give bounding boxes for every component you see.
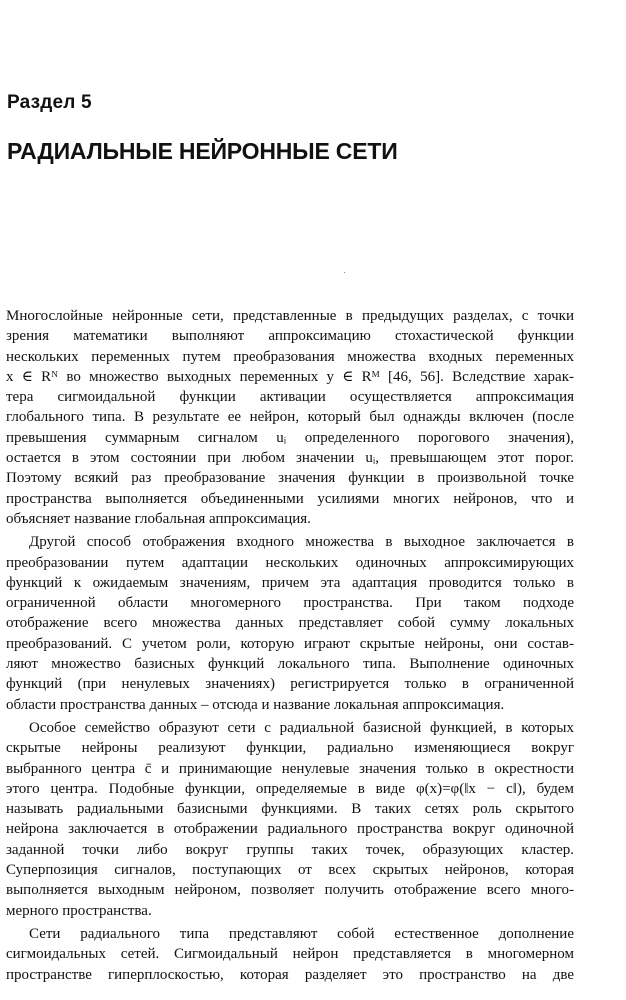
paragraph-line: преобразовании путем адаптации нескольких одиночных аппроксимирующих <box>6 554 574 571</box>
paragraph-line: мерного пространства. <box>6 902 152 919</box>
paragraph-line: Поэтому всякий раз преобразование значения функции в произвольной точке <box>6 470 574 487</box>
paragraph-line: выбранного центра c̄ и принимающие ненулевые значения только в окрестности <box>6 760 574 777</box>
paragraph-line: называть радиальными базисными функциями. В таких сетях роль скрытого <box>6 801 574 818</box>
paragraph-line: Особое семейство образуют сети с радиальной базисной функцией, в которых <box>29 719 574 736</box>
paragraph-line: преобразований. С учетом роли, которую играют скрытые нейроны, они состав- <box>6 635 574 652</box>
paragraph-line: отображение всего множества данных представляет собой сумму локальных <box>6 615 574 632</box>
paragraph-line: скрытые нейроны реализуют функции, радиально изменяющиеся вокруг <box>6 740 574 757</box>
paragraph-1 <box>6 306 574 529</box>
paragraph-line: пространстве гиперплоскостью, которая разделяет это пространство на две <box>6 966 574 983</box>
paragraph-line: x ∈ Rᴺ во множество выходных переменных y ∈ Rᴹ [46, 56]. Вследствие харак- <box>6 368 574 385</box>
paragraph-line: сигмоидальных сетей. Сигмоидальный нейрон представляется в многомерном <box>6 946 574 963</box>
paragraph-line: функций (при ненулевых значениях) регистрируется только в ограниченной <box>6 676 574 693</box>
paragraph-4 <box>6 924 574 985</box>
paragraph-line: заданной точки либо вокруг группы таких точек, образующих кластер. <box>6 841 574 858</box>
paragraph-line: глобального типа. В результате ее нейрон, который был однажды включен (после <box>6 409 574 426</box>
paragraph-line: тера сигмоидальной функции активации осуществляется аппроксимация <box>6 389 574 406</box>
paragraph-line: Другой способ отображения входного множества в выходное заключается в <box>29 534 574 551</box>
paragraph-line: ляют множество базисных функций локального типа. Выполнение одиночных <box>6 656 574 673</box>
paragraph-line: Сети радиального типа представляют собой естественное дополнение <box>29 925 574 942</box>
chapter-title: РАДИАЛЬНЫЕ НЕЙРОННЫЕ СЕТИ <box>7 138 398 164</box>
speck <box>344 272 345 273</box>
paragraph-2 <box>6 532 574 715</box>
paragraph-line: пространства выполняется объединенными усилиями многих нейронов, что и <box>6 490 574 507</box>
paragraph-line: ограниченной области многомерного пространства. При таком подходе <box>6 595 574 612</box>
paragraph-3 <box>6 718 574 921</box>
paragraph-line: выполняется выходным нейроном, позволяет получить отображение всего много- <box>6 882 574 899</box>
paragraph-line: этого центра. Подобные функции, определяемые в виде φ(x)=φ(‖x − c‖), будем <box>6 780 574 797</box>
paragraph-line: Многослойные нейронные сети, представленные в предыдущих разделах, с точки <box>6 308 574 324</box>
paragraph-line: нейрона заключается в отображении радиального пространства вокруг одиночной <box>6 821 574 838</box>
paragraph-line: функций к ожидаемым значениям, причем эта адаптация проводится только в <box>6 574 574 591</box>
body-text <box>6 306 574 988</box>
paragraph-line: остается в этом состоянии при любом значении uᵢ, превышающем этот порог. <box>6 450 574 467</box>
paragraph-line: зрения математики выполняют аппроксимацию стохастической функции <box>6 328 574 345</box>
section-label: Раздел 5 <box>7 92 92 113</box>
paragraph-line: Суперпозиция сигналов, поступающих от всех скрытых нейронов, которая <box>6 862 574 879</box>
paragraph-line: области пространства данных – отсюда и название локальная аппроксимация. <box>6 696 505 713</box>
paragraph-line: объясняет название глобальная аппроксимация. <box>6 510 311 527</box>
paragraph-line: превышения суммарным сигналом uᵢ определенного порогового значения), <box>6 429 574 446</box>
paragraph-line: нескольких переменных путем преобразования множества входных переменных <box>6 348 574 365</box>
